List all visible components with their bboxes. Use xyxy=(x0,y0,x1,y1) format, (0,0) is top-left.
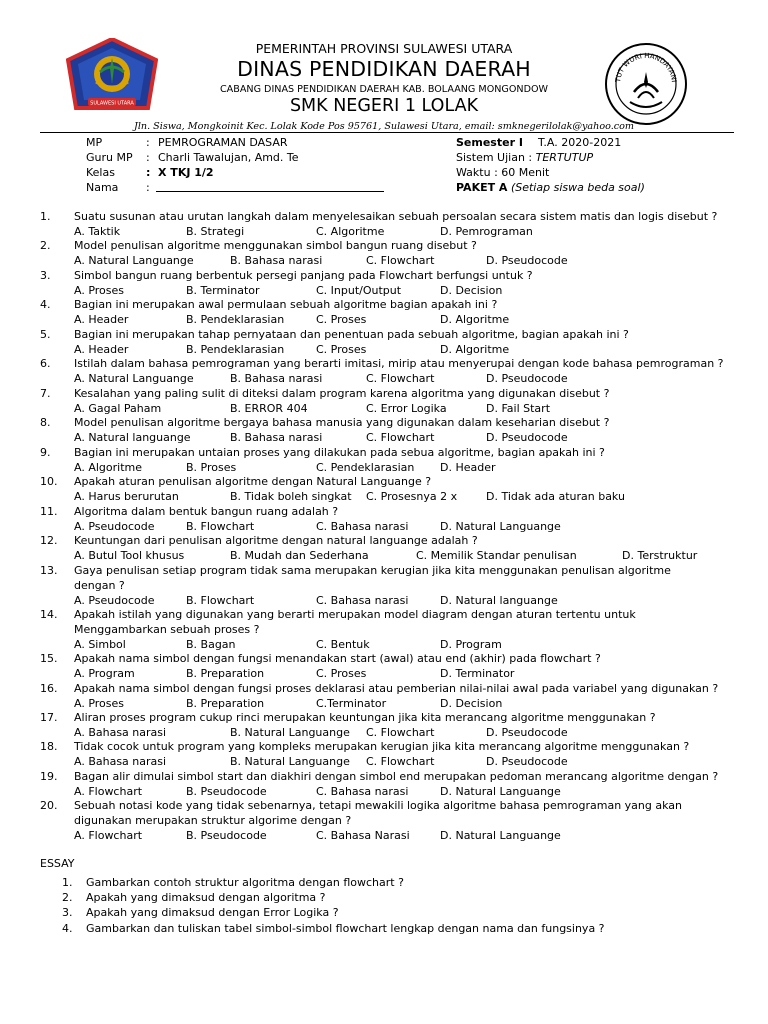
answer-option[interactable]: A. Algoritme xyxy=(74,461,142,474)
answer-option[interactable]: A. Pseudocode xyxy=(74,520,155,533)
answer-option[interactable]: C. Flowchart xyxy=(366,254,435,267)
header-agency: DINAS PENDIDIKAN DAERAH xyxy=(237,57,531,81)
answer-option[interactable]: D. Pseudocode xyxy=(486,372,568,385)
paket-label: PAKET A xyxy=(456,181,508,194)
question-text: Apakah aturan penulisan algoritme dengan Natural Languange ? xyxy=(74,475,432,488)
question-text: Gaya penulisan setiap program tidak sama merupakan kerugian jika kita menggunakan penulisan algoritme xyxy=(74,564,671,577)
answer-option[interactable]: D. Pseudocode xyxy=(486,254,568,267)
answer-option[interactable]: D. Algoritme xyxy=(440,313,510,326)
answer-option[interactable]: C. Prosesnya 2 x xyxy=(366,490,458,503)
answer-option[interactable]: D. Terminator xyxy=(440,667,515,680)
answer-option[interactable]: B. Natural Languange xyxy=(230,755,350,768)
question-number: 18. xyxy=(40,740,58,753)
question-text: Model penulisan algoritme menggunakan simbol bangun ruang disebut ? xyxy=(74,239,477,252)
paket-note: (Setiap siswa beda soal) xyxy=(510,181,645,194)
answer-option[interactable]: B. Flowchart xyxy=(186,520,255,533)
answer-option[interactable]: C. Bentuk xyxy=(316,638,370,651)
question-text: Bagian ini merupakan awal permulaan sebuah algoritme bagian apakah ini ? xyxy=(74,298,498,311)
guru-value: Charli Tawalujan, Amd. Te xyxy=(158,151,299,164)
answer-option[interactable]: D. Pseudocode xyxy=(486,431,568,444)
answer-option[interactable]: C. Pendeklarasian xyxy=(316,461,415,474)
kelas-label: Kelas xyxy=(86,166,115,179)
sistem-value: TERTUTUP xyxy=(535,151,594,164)
kelas-value: X TKJ 1/2 xyxy=(158,166,214,179)
sistem-label: Sistem Ujian : xyxy=(456,151,533,164)
waktu: Waktu : 60 Menit xyxy=(456,166,550,179)
answer-option[interactable]: D. Decision xyxy=(440,284,503,297)
answer-option[interactable]: B. Natural Languange xyxy=(230,726,350,739)
answer-option[interactable]: A. Taktik xyxy=(74,225,121,238)
answer-option[interactable]: A. Bahasa narasi xyxy=(74,755,167,768)
answer-option[interactable]: C. Bahasa Narasi xyxy=(316,829,410,842)
header-address: Jln. Siswa, Mongkoinit Kec. Lolak Kode Pos 95761, Sulawesi Utara, email: smknegerilolak@yahoo.com xyxy=(133,121,634,132)
answer-option[interactable]: B. ERROR 404 xyxy=(230,402,308,415)
answer-option[interactable]: B. Bahasa narasi xyxy=(230,254,323,267)
answer-option[interactable]: B. Pseudocode xyxy=(186,829,267,842)
answer-option[interactable]: C. Flowchart xyxy=(366,726,435,739)
answer-option[interactable]: A. Program xyxy=(74,667,135,680)
question-text: digunakan merupakan struktur algorime dengan ? xyxy=(74,814,352,827)
header-branch: CABANG DINAS PENDIDIKAN DAERAH KAB. BOLAANG MONGONDOW xyxy=(219,84,549,95)
answer-option[interactable]: B. Tidak boleh singkat xyxy=(230,490,352,503)
mp-colon: : xyxy=(146,136,150,149)
answer-option[interactable]: D. Algoritme xyxy=(440,343,510,356)
mp-value: PEMROGRAMAN DASAR xyxy=(158,136,288,149)
answer-option[interactable]: B. Mudah dan Sederhana xyxy=(230,549,369,562)
answer-option[interactable]: D. Decision xyxy=(440,697,503,710)
question-text: Istilah dalam bahasa pemrograman yang berarti imitasi, mirip atau menyerupai dengan kode bahasa pemrograman ? xyxy=(74,357,724,370)
answer-option[interactable]: B. Pseudocode xyxy=(186,785,267,798)
question-text: Bagan alir dimulai simbol start dan diakhiri dengan simbol end merupakan pedoman merancang algoritme dengan ? xyxy=(74,770,719,783)
answer-option[interactable]: C. Proses xyxy=(316,313,367,326)
answer-option[interactable]: B. Preparation xyxy=(186,697,265,710)
question-number: 13. xyxy=(40,564,58,577)
question-text: Kesalahan yang paling sulit di diteksi dalam program karena algoritma yang digunakan disebut ? xyxy=(74,387,610,400)
answer-option[interactable]: D. Pseudocode xyxy=(486,726,568,739)
kelas-colon: : xyxy=(146,166,151,179)
question-number: 19. xyxy=(40,770,58,783)
answer-option[interactable]: A. Butul Tool khusus xyxy=(74,549,185,562)
question-number: 4. xyxy=(40,298,51,311)
answer-option[interactable]: C. Proses xyxy=(316,667,367,680)
essay-number: 3. xyxy=(62,906,73,919)
header-school: SMK NEGERI 1 LOLAK xyxy=(289,96,479,116)
question-text: Keuntungan dari penulisan algoritme dengan natural languange adalah ? xyxy=(74,534,478,547)
mp-label: MP xyxy=(86,136,103,149)
answer-option[interactable]: B. Bahasa narasi xyxy=(230,372,323,385)
answer-option[interactable]: C.Terminator xyxy=(316,697,387,710)
answer-option[interactable]: B. Pendeklarasian xyxy=(186,313,285,326)
answer-option[interactable]: C. Flowchart xyxy=(366,755,435,768)
question-text: Suatu susunan atau urutan langkah dalam menyelesaikan sebuah persoalan secara sistem matis dan logis disebut ? xyxy=(74,210,718,223)
essay-number: 2. xyxy=(62,891,73,904)
essay-title: ESSAY xyxy=(40,857,75,870)
question-text: Menggambarkan sebuah proses ? xyxy=(74,623,260,636)
answer-option[interactable]: D. Pemrograman xyxy=(440,225,533,238)
answer-option[interactable]: D. Program xyxy=(440,638,502,651)
answer-option[interactable]: A. Proses xyxy=(74,697,125,710)
answer-option[interactable]: C. Flowchart xyxy=(366,372,435,385)
question-number: 17. xyxy=(40,711,58,724)
essay-question: Apakah yang dimaksud dengan Error Logika ? xyxy=(86,906,339,919)
answer-option[interactable]: A. Proses xyxy=(74,284,125,297)
emblem-banner-text: SULAWESI UTARA xyxy=(90,100,134,107)
question-number: 9. xyxy=(40,446,51,459)
answer-option[interactable]: C. Bahasa narasi xyxy=(316,520,409,533)
question-text: Apakah nama simbol dengan fungsi menandakan start (awal) atau end (akhir) pada flowchart ? xyxy=(74,652,601,665)
nama-colon: : xyxy=(146,181,150,194)
paket xyxy=(456,180,645,195)
question-number: 11. xyxy=(40,505,58,518)
answer-option[interactable]: B. Terminator xyxy=(186,284,260,297)
answer-option[interactable]: A. Bahasa narasi xyxy=(74,726,167,739)
guru-label: Guru MP xyxy=(86,151,133,164)
question-text: Apakah istilah yang digunakan yang berarti merupakan model diagram dengan aturan tertentu untuk xyxy=(74,608,636,621)
answer-option[interactable]: A. Natural languange xyxy=(74,431,191,444)
answer-option[interactable]: C. Proses xyxy=(316,343,367,356)
answer-option[interactable]: D. Pseudocode xyxy=(486,755,568,768)
answer-option[interactable]: D. Terstruktur xyxy=(622,549,698,562)
answer-option[interactable]: A. Pseudocode xyxy=(74,594,155,607)
question-text: Simbol bangun ruang berbentuk persegi panjang pada Flowchart berfungsi untuk ? xyxy=(74,269,533,282)
question-text: dengan ? xyxy=(74,579,125,592)
question-text: Aliran proses program cukup rinci merupakan keuntungan jika kita merancang algoritme menggunakan ? xyxy=(74,711,656,724)
answer-option[interactable]: C. Input/Output xyxy=(316,284,402,297)
essay-number: 4. xyxy=(62,922,73,935)
answer-option[interactable]: D. Fail Start xyxy=(486,402,551,415)
answer-option[interactable]: A. Header xyxy=(74,343,129,356)
question-number: 3. xyxy=(40,269,51,282)
question-number: 20. xyxy=(40,799,58,812)
answer-option[interactable]: B. Strategi xyxy=(186,225,245,238)
answer-option[interactable]: A. Simbol xyxy=(74,638,126,651)
answer-option[interactable]: B. Flowchart xyxy=(186,594,255,607)
essay-question: Gambarkan dan tuliskan tabel simbol-simbol flowchart lengkap dengan nama dan fungsinya ? xyxy=(86,922,605,935)
question-text: Sebuah notasi kode yang tidak sebenarnya, tetapi mewakili logika algoritme bahasa pemrograman yang akan xyxy=(74,799,682,812)
answer-option[interactable]: C. Bahasa narasi xyxy=(316,785,409,798)
question-text: Model penulisan algoritme bergaya bahasa manusia yang digunakan dalam keseharian disebut ? xyxy=(74,416,610,429)
question-number: 8. xyxy=(40,416,51,429)
answer-option[interactable]: A. Gagal Paham xyxy=(74,402,162,415)
question-text: Algoritma dalam bentuk bangun ruang adalah ? xyxy=(74,505,339,518)
answer-option[interactable]: B. Bahasa narasi xyxy=(230,431,323,444)
answer-option[interactable]: D. Natural Languange xyxy=(440,520,561,533)
question-text: Apakah nama simbol dengan fungsi proses deklarasi atau pemberian nilai-nilai awal pada variabel yang digunakan ? xyxy=(74,682,719,695)
answer-option[interactable]: D. Tidak ada aturan baku xyxy=(486,490,625,503)
answer-option[interactable]: C. Flowchart xyxy=(366,431,435,444)
answer-option[interactable]: D. Header xyxy=(440,461,496,474)
answer-option[interactable]: A. Flowchart xyxy=(74,785,143,798)
question-text: Tidak cocok untuk program yang kompleks merupakan kerugian jika kita merancang algoritme menggunakan ? xyxy=(74,740,690,753)
question-number: 15. xyxy=(40,652,58,665)
question-number: 6. xyxy=(40,357,51,370)
answer-option[interactable]: D. Natural Languange xyxy=(440,785,561,798)
answer-option[interactable]: C. Algoritme xyxy=(316,225,385,238)
answer-option[interactable]: A. Natural Languange xyxy=(74,254,194,267)
answer-option[interactable]: D. Natural Languange xyxy=(440,829,561,842)
answer-option[interactable]: B. Pendeklarasian xyxy=(186,343,285,356)
answer-option[interactable]: C. Memilik Standar penulisan xyxy=(416,549,577,562)
answer-option[interactable]: D. Natural languange xyxy=(440,594,558,607)
answer-option[interactable]: B. Proses xyxy=(186,461,237,474)
motto-text: TUT WURI HANDAYANI xyxy=(614,51,678,83)
nama-label: Nama xyxy=(86,181,119,194)
question-number: 12. xyxy=(40,534,58,547)
question-text: Bagian ini merupakan tahap pernyataan dan penentuan pada sebuah algoritme, bagian apakah ini ? xyxy=(74,328,629,341)
question-number: 5. xyxy=(40,328,51,341)
nama-field[interactable] xyxy=(156,180,384,196)
answer-option[interactable]: C. Error Logika xyxy=(366,402,447,415)
answer-option[interactable]: A. Header xyxy=(74,313,129,326)
nama-underline xyxy=(156,180,384,192)
sistem-ujian xyxy=(456,150,593,165)
header-province: PEMERINTAH PROVINSI SULAWESI UTARA xyxy=(255,41,513,56)
question-number: 2. xyxy=(40,239,51,252)
guru-colon: : xyxy=(146,151,150,164)
essay-question: Gambarkan contoh struktur algoritma dengan flowchart ? xyxy=(86,876,404,889)
question-text: Bagian ini merupakan untaian proses yang dilakukan pada sebua algoritme, bagian apakah ini ? xyxy=(74,446,605,459)
question-number: 10. xyxy=(40,475,58,488)
essay-question: Apakah yang dimaksud dengan algoritma ? xyxy=(86,891,326,904)
answer-option[interactable]: B. Bagan xyxy=(186,638,236,651)
answer-option[interactable]: B. Preparation xyxy=(186,667,265,680)
semester: Semester I xyxy=(456,136,523,149)
answer-option[interactable]: A. Flowchart xyxy=(74,829,143,842)
answer-option[interactable]: A. Harus berurutan xyxy=(74,490,179,503)
header-divider xyxy=(40,132,734,133)
answer-option[interactable]: C. Bahasa narasi xyxy=(316,594,409,607)
question-number: 1. xyxy=(40,210,51,223)
essay-number: 1. xyxy=(62,876,73,889)
question-number: 14. xyxy=(40,608,58,621)
question-number: 7. xyxy=(40,387,51,400)
answer-option[interactable]: A. Natural Languange xyxy=(74,372,194,385)
question-number: 16. xyxy=(40,682,58,695)
tahun-ajaran: T.A. 2020-2021 xyxy=(538,136,622,149)
